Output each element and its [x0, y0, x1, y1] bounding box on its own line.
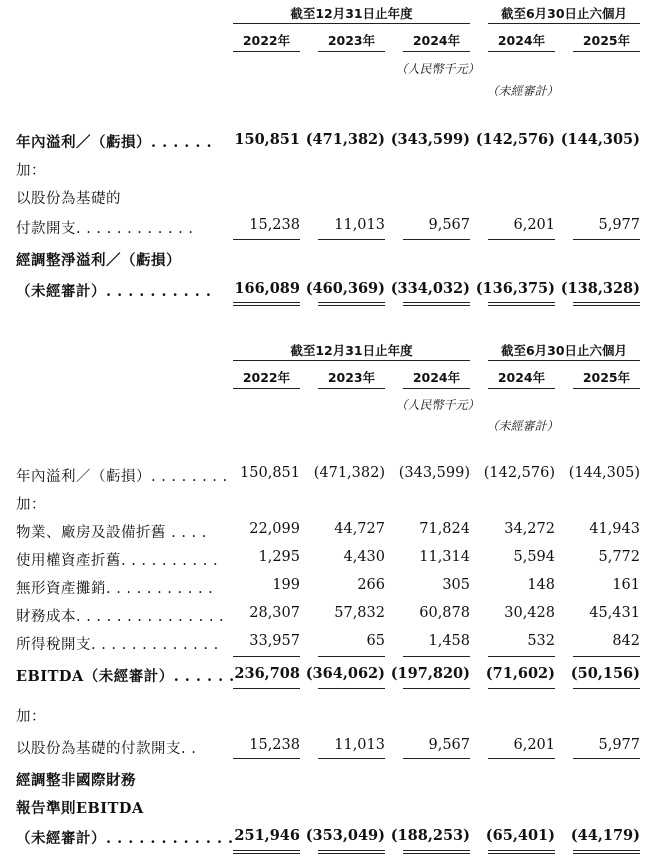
table2-total-rule [488, 656, 555, 657]
table1-total-rule [573, 239, 640, 240]
table2-year-header: 2022年 [242, 370, 291, 385]
table2-total-rule [318, 688, 385, 689]
table2-total-rule [233, 688, 300, 689]
table2-year-header: 2024年 [497, 370, 546, 385]
table2-total-rule [573, 758, 640, 759]
table2-row-label: 無形資產攤銷. . . . . . . . . . . [16, 581, 214, 597]
table2-year-rule [573, 388, 640, 389]
table2-cell-value: 5,977 [598, 737, 640, 753]
table2-cell-value: 45,431 [589, 605, 640, 621]
table2-cell-value: 11,314 [419, 549, 470, 565]
table1-cell-value: (343,599) [390, 131, 470, 148]
table2-cell-value: 57,832 [334, 605, 385, 621]
table2-cell-value: (471,382) [313, 465, 385, 481]
table1-total-rule [233, 302, 300, 306]
table2-cell-value: 41,943 [589, 521, 640, 537]
table2-row-label: 使用權資產折舊. . . . . . . . . . [16, 553, 219, 569]
table2-row-label: 經調整非國際財務 [16, 772, 136, 789]
table1-total-rule [488, 239, 555, 240]
table1-cell-value: 11,013 [334, 217, 385, 233]
table2-cell-value: 71,824 [419, 521, 470, 537]
table2-total-rule [573, 656, 640, 657]
table2-year-rule [233, 388, 300, 389]
table2-total-rule [233, 758, 300, 759]
table1-year-end-header: 截至12月31日止年度 [290, 6, 413, 21]
table1-year-header: 2024年 [497, 33, 546, 48]
table2-cell-value: (343,599) [398, 465, 470, 481]
table2-cell-value: 266 [357, 577, 385, 593]
table2-cell-value: 28,307 [249, 605, 300, 621]
table2-row-label: EBITDA（未經審計）. . . . . . [16, 668, 235, 685]
table1-six-months-header: 截至6月30日止六個月 [500, 6, 628, 21]
table2-cell-value: 60,878 [419, 605, 470, 621]
table1-cell-value: 15,238 [249, 217, 300, 233]
table2-unit-note: （人民幣千元） [395, 398, 480, 412]
table1-cell-value: (136,375) [475, 280, 555, 297]
table2-unaudited-note: （未經審計） [486, 419, 559, 433]
table2-cell-value: (353,049) [305, 827, 385, 844]
table2-year-header: 2025年 [582, 370, 631, 385]
table2-row-label: 物業、廠房及設備折舊 . . . . [16, 525, 207, 541]
table2-cell-value: 236,708 [234, 665, 300, 682]
table2-cell-value: 4,430 [343, 549, 385, 565]
table1-cell-value: 5,977 [598, 217, 640, 233]
table1-year-rule [403, 51, 470, 52]
table2-total-rule [573, 850, 640, 854]
table1-cell-value: (138,328) [560, 280, 640, 297]
table1-total-rule [403, 302, 470, 306]
table2-total-rule [403, 656, 470, 657]
table1-year-end-rule [233, 23, 470, 24]
table2-cell-value: 44,727 [334, 521, 385, 537]
table2-cell-value: 65 [366, 633, 385, 649]
table1-row-label: 以股份為基礎的 [16, 191, 121, 207]
table1-year-rule [573, 51, 640, 52]
table1-cell-value: 150,851 [234, 131, 300, 148]
table2-cell-value: 15,238 [249, 737, 300, 753]
table2-row-label: 以股份為基礎的付款開支. . [16, 741, 197, 757]
table1-row-label: （未經審計）. . . . . . . . . . [16, 283, 212, 300]
table2-total-rule [403, 850, 470, 854]
table1-cell-value: (471,382) [305, 131, 385, 148]
table2-total-rule [233, 656, 300, 657]
table1-cell-value: (334,032) [390, 280, 470, 297]
table1-row-label: 年內溢利／（虧損）. . . . . . [16, 134, 213, 151]
table1-unaudited-note: （未經審計） [486, 84, 559, 98]
table2-total-rule [488, 850, 555, 854]
table2-cell-value: (65,401) [485, 827, 555, 844]
table1-year-header: 2025年 [582, 33, 631, 48]
table2-cell-value: 22,099 [249, 521, 300, 537]
table2-cell-value: 842 [612, 633, 640, 649]
table2-cell-value: 305 [442, 577, 470, 593]
table2-row-label: 所得稅開支. . . . . . . . . . . . . [16, 637, 219, 653]
table2-year-header: 2023年 [327, 370, 376, 385]
table2-year-rule [403, 388, 470, 389]
table1-total-rule [318, 302, 385, 306]
table2-cell-value: 251,946 [234, 827, 300, 844]
table2-total-rule [318, 850, 385, 854]
table1-total-rule [318, 239, 385, 240]
table2-year-rule [488, 388, 555, 389]
table2-total-rule [233, 850, 300, 854]
table2-cell-value: (144,305) [568, 465, 640, 481]
table2-cell-value: (142,576) [483, 465, 555, 481]
table2-total-rule [403, 758, 470, 759]
table2-cell-value: 161 [612, 577, 640, 593]
table2-six-months-rule [488, 360, 640, 361]
table2-cell-value: 148 [527, 577, 555, 593]
table2-cell-value: 199 [272, 577, 300, 593]
table2-row-label: 報告準則EBITDA [16, 800, 144, 817]
table1-cell-value: 166,089 [234, 280, 300, 297]
table2-cell-value: 532 [527, 633, 555, 649]
table2-year-end-header: 截至12月31日止年度 [290, 343, 413, 358]
table2-cell-value: 30,428 [504, 605, 555, 621]
table1-year-rule [318, 51, 385, 52]
table2-cell-value: 1,458 [428, 633, 470, 649]
table1-total-rule [488, 302, 555, 306]
table2-total-rule [488, 758, 555, 759]
table2-cell-value: (50,156) [570, 665, 640, 682]
table2-row-label: 加： [16, 709, 46, 725]
table2-cell-value: 11,013 [334, 737, 385, 753]
table2-row-label: 加： [16, 497, 46, 513]
table1-total-rule [403, 239, 470, 240]
table2-six-months-header: 截至6月30日止六個月 [500, 343, 628, 358]
table1-cell-value: (460,369) [305, 280, 385, 297]
table2-cell-value: 150,851 [240, 465, 300, 481]
table2-cell-value: 1,295 [258, 549, 300, 565]
table1-row-label: 加： [16, 163, 46, 179]
table2-cell-value: (364,062) [305, 665, 385, 682]
table2-total-rule [573, 688, 640, 689]
table1-row-label: 付款開支. . . . . . . . . . . . [16, 221, 194, 237]
table2-cell-value: (197,820) [390, 665, 470, 682]
table2-cell-value: (71,602) [485, 665, 555, 682]
table2-cell-value: 5,772 [598, 549, 640, 565]
table1-year-header: 2024年 [412, 33, 461, 48]
table2-total-rule [488, 688, 555, 689]
table2-total-rule [318, 758, 385, 759]
table1-total-rule [233, 239, 300, 240]
table2-row-label: 財務成本. . . . . . . . . . . . . . . [16, 609, 225, 625]
table2-cell-value: 33,957 [249, 633, 300, 649]
table1-row-label: 經調整淨溢利／（虧損） [16, 252, 181, 269]
table1-unit-note: （人民幣千元） [395, 62, 480, 76]
table2-cell-value: 6,201 [513, 737, 555, 753]
table2-cell-value: (188,253) [390, 827, 470, 844]
table1-cell-value: 6,201 [513, 217, 555, 233]
table2-year-end-rule [233, 360, 470, 361]
table2-year-header: 2024年 [412, 370, 461, 385]
table1-year-rule [488, 51, 555, 52]
table1-cell-value: 9,567 [428, 217, 470, 233]
table1-year-rule [233, 51, 300, 52]
table2-cell-value: 9,567 [428, 737, 470, 753]
table1-six-months-rule [488, 23, 640, 24]
table2-cell-value: 34,272 [504, 521, 555, 537]
table1-cell-value: (142,576) [475, 131, 555, 148]
table2-year-rule [318, 388, 385, 389]
table2-cell-value: (44,179) [570, 827, 640, 844]
table2-total-rule [318, 656, 385, 657]
table1-cell-value: (144,305) [560, 131, 640, 148]
table2-cell-value: 5,594 [513, 549, 555, 565]
table1-total-rule [573, 302, 640, 306]
table1-year-header: 2022年 [242, 33, 291, 48]
table1-year-header: 2023年 [327, 33, 376, 48]
table2-row-label: （未經審計）. . . . . . . . . . . . [16, 830, 234, 847]
table2-row-label: 年內溢利／（虧損）. . . . . . . . [16, 469, 228, 485]
table2-total-rule [403, 688, 470, 689]
